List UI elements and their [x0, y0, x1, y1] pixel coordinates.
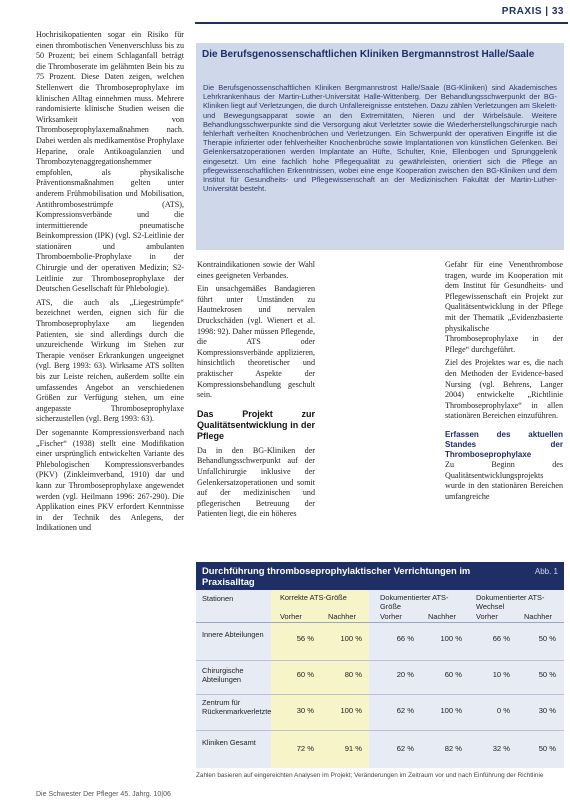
text-column-1: [36, 30, 184, 782]
subheader-before: Vorher: [280, 612, 302, 621]
paragraph: Ziel des Projektes war es, die nach den Methoden der Evidence-based Nursing (vgl. Behrens, Langer 2004) entwickelte „Richtlinie Thromboseprophylaxe“ in allen stationären Bereichen einzuführen.: [445, 358, 563, 421]
subheader-before: Vorher: [476, 612, 498, 621]
table-cell: 30 %: [296, 706, 314, 715]
subheader-after: Nachher: [524, 612, 552, 621]
table-cell: 10 %: [492, 670, 510, 679]
table-footnote: Zahlen basieren auf eingereichten Analysen im Projekt; Veränderungen im Zeitraum vor und nach Einführung der Richtlinie: [196, 772, 544, 779]
paragraph: Zu Beginn des Qualitätsentwicklungsprojekts wurde in den stationären Bereichen umfangreiche: [445, 459, 563, 501]
column-group-header: Dokumentierter ATS-Größe: [380, 593, 449, 611]
paragraph: Da in den BG-Kliniken der Behandlungsschwerpunkt auf der Unfallchirurgie inklusive der Gelenkersatzoperationen und somit auf der medizinischen und pflegerischen Betreuung der Patienten liegt, die ein höheres: [197, 445, 315, 519]
column-group-header: Korrekte ATS-Größe: [280, 593, 347, 602]
section-label: PRAXIS | 33: [501, 6, 564, 17]
table-cell: 60 %: [296, 670, 314, 679]
row-label: Kliniken Gesamt: [202, 738, 256, 747]
table-cell: 50 %: [538, 744, 556, 753]
subheader-after: Nachher: [328, 612, 356, 621]
table-cell: 91 %: [344, 744, 362, 753]
page-header: [0, 2, 570, 22]
section-heading: Das Projekt zur Qualitätsentwicklung in der Pflege: [197, 408, 315, 441]
table-cell: 30 %: [538, 706, 556, 715]
table-cell: 100 %: [440, 634, 462, 643]
table-cell: 62 %: [396, 744, 414, 753]
table-cell: 66 %: [492, 634, 510, 643]
table-head-row: [196, 590, 564, 623]
table-cell: 20 %: [396, 670, 414, 679]
paragraph: Ein unsachgemäßes Bandagieren führt unter Umständen zu Hautnekrosen und nervalen Druckschäden (vgl. Wienert et al. 1998: 92). Daher müssen Pflegende, die ATS oder Kompressionsverbände applizieren, hinsichtlich theoretischer und praktischer Aspekte der Kompressionsbehandlung geschult sein.: [197, 284, 315, 400]
info-box-title: Die Berufsgenossenschaftlichen Kliniken Bergmannstrost Halle/Saale: [202, 49, 535, 60]
paragraph: Kontraindikationen sowie der Wahl eines geeigneten Verbandes.: [197, 260, 315, 280]
table-cell: 100 %: [340, 706, 362, 715]
table-title: Durchführung thromboseprophylaktischer Verrichtungen im Praxisalltag: [202, 565, 471, 587]
info-box-text: Die Berufsgenossenschaftlichen Kliniken Bergmannstrost Halle/Saale (BG-Kliniken) sind Akademisches Lehrkrankenhaus der Martin-Luther-Universität Halle-Wittenberg. Der Behandlungsschwerpunkt der BG-Kliniken liegt auf Verletzungen, die durch Unfallereignisse entstehen. Dazu zählen Verletzungen am Skelett- und Bewegungsapparat sowie an den Extremitäten, Nieren und der Wirbelsäule. Weitere Behandlungsschwerpunkte sind die Versorgung akut Verletzter sowie die Wiederherstellungschirurgie nach fehlerhaft verheilten Knochenbrüchen und Verletzungen. Ein Schwerpunkt der operativen Eingriffe ist die Therapie infizierter oder fehlverheilter Knochenbrüche sowie Implantationen von künstlichen Gelenken. Bei Gelenkersatzoperationen werden Implantate an Hüfte, Schulter, Knie, Ellenbogen und Sprunggelenk eingesetzt. Um eine fachlich hohe Pflegequalität zu gewährleisten, orientiert sich die Pflege an pflegewissenschaftlichen Erkenntnissen, wobei eine enge Kooperation zwischen den BG-Kliniken und dem Institut für Gesundheits- und Pflegewissenschaft an der Medizinischen Fakultät der Martin-Luther-Universität besteht.: [203, 83, 557, 194]
table-cell: 50 %: [538, 670, 556, 679]
row-divider: [196, 660, 564, 661]
row-label: Zentrum für Rückenmarkverletzte: [202, 698, 272, 716]
text-column-3: [445, 260, 563, 550]
info-box: [196, 43, 564, 250]
row-label: Chirurgische Abteilungen: [202, 666, 244, 684]
figure-table: [196, 562, 564, 784]
figure-tag: Abb. 1: [534, 567, 558, 576]
paragraph: ATS, die auch als „Liegestrümpfe“ bezeichnet werden, eignen sich für die Thromboseprophylaxe am liegenden Patienten, sie sind allerdings durch die unzureichende Wirkung im Stehen zur Therapie venöser Erkrankungen ungeeignet (vgl. Berg 1993: 63). Wirksame ATS sollten bis zur Leiste reichen, außerdem sollte ein umfassendes Angebot an verschiedenen Größen zur Verfügung stehen, um eine angepasste Thromboseprophylaxe sicherzustellen (vgl. Berg 1993: 63).: [36, 297, 184, 424]
table-cell: 100 %: [440, 706, 462, 715]
table-cell: 60 %: [444, 670, 462, 679]
table-cell: 66 %: [396, 634, 414, 643]
subheader-before: Vorher: [380, 612, 402, 621]
header-rule: [195, 22, 568, 24]
table-cell: 82 %: [444, 744, 462, 753]
text-column-2: [197, 260, 315, 556]
table-cell: 56 %: [296, 634, 314, 643]
page-footer: Die Schwester Der Pfleger 45. Jahrg. 10|06: [36, 791, 171, 798]
row-label: Innere Abteilungen: [202, 630, 264, 639]
paragraph: Hochrisikopatienten sogar ein Risiko für einen thrombotischen Venenverschluss bis zu 50 Prozent; bei einem Schlaganfall beträgt die Thromboserate im gelähmten Bein bis zu 75 Prozent. Diese Daten zeigen, welchen Stellenwert die Thromboseprophylaxe im klinischen Alltag einnehmen muss. Mehrere randomisierte klinische Studien weisen die Wirksamkeit von Thromboseprophylaxemaßnahmen nach. Dabei werden als medikamentöse Prophylaxe Heparine, orale Antikoagulanzien und Thrombozytenaggregationshemmer empfohlen, als physikalische Präventionsmaßnahmen gelten unter anderem Frühmobilisation und Mobilisation, Antithrombosestrümpfe (ATS), Kompressionsverbände und die intermittierende pneumatische Beinkompression (IPK) (vgl. S2-Leitlinie der stationären und ambulanten Thromboembolie-Prophylaxe in der Chirurgie und der operativen Medizin; S2-Leitlinie zur Thromboseprophylaxe der Deutschen Gesellschaft für Phlebologie).: [36, 30, 184, 294]
table-cell: 50 %: [538, 634, 556, 643]
row-divider: [196, 730, 564, 731]
table-cell: 0 %: [496, 706, 510, 715]
table-cell: 100 %: [340, 634, 362, 643]
table-header-bar: [196, 562, 564, 590]
table-body: [196, 590, 564, 768]
subheader-after: Nachher: [428, 612, 456, 621]
row-divider: [196, 694, 564, 695]
table-cell: 32 %: [492, 744, 510, 753]
subsection-heading: Erfassen des aktuellen Standes der Thromboseprophylaxe: [445, 429, 563, 459]
column-header-station: Stationen: [202, 594, 234, 603]
table-cell: 72 %: [296, 744, 314, 753]
paragraph: Gefahr für eine Venenthrombose tragen, wurde im Kooperation mit dem Institut für Gesundheits- und Pflegewissenschaft ein Projekt zur Qualitätsentwicklung in der Pflege mit der Thematik „Evidenzbasierte physikalische Thromboseprophylaxe in der Pflege“ durchgeführt.: [445, 260, 563, 354]
table-cell: 80 %: [344, 670, 362, 679]
paragraph: Der sogenannte Kompressionsverband nach „Fischer“ (1938) stellt eine Modifikation einer ursprünglich entwickelten Variante des Phlebologischen Kompressionsverbandes (PKV) (Zinkleimverband, 1910) dar und kann zur Thromboseprophylaxe angewendet werden (vgl. Heilmann 1996: 267-290). Die Applikation eines PKV erfordert Kenntnisse in der Technik des Anlegens, der Indikationen und: [36, 427, 184, 533]
table-cell: 62 %: [396, 706, 414, 715]
column-group-header: Dokumentierter ATS-Wechsel: [476, 593, 545, 611]
